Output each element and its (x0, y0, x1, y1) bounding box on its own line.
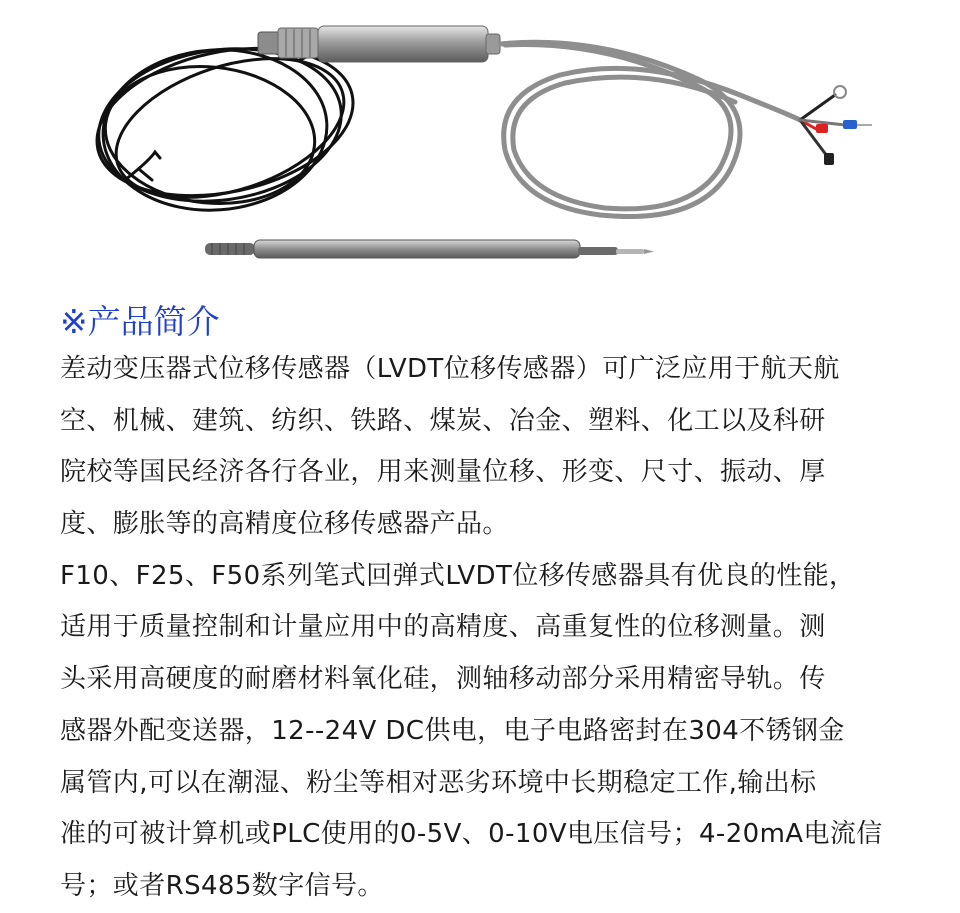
text-line: 度、膨胀等的高精度位移传感器产品。 (60, 509, 509, 540)
section-title: ※产品简介 (60, 302, 220, 341)
text-line: F10、F25、F50系列笔式回弹式LVDT位移传感器具有优良的性能， (60, 560, 856, 591)
intro-paragraph-1 (60, 344, 920, 551)
text-line: 号；或者RS485数字信号。 (60, 870, 384, 901)
text-line: 准的可被计算机或PLC使用的0-5V、0-10V电压信号；4-20mA电流信 (60, 819, 883, 850)
text-line: 空、机械、建筑、纺织、铁路、煤炭、冶金、塑料、化工以及科研 (60, 405, 826, 436)
text-line: 属管内,可以在潮湿、粉尘等相对恶劣环境中长期稳定工作,输出标 (60, 767, 817, 798)
text-line: 院校等国民经济各行各业，用来测量位移、形变、尺寸、振动、厚 (60, 457, 826, 488)
text-line: 头采用高硬度的耐磨材料氧化硅，测轴移动部分采用精密导轨。传 (60, 664, 826, 695)
intro-paragraph-2 (60, 551, 920, 913)
text-line: 差动变压器式位移传感器（LVDT位移传感器）可广泛应用于航天航 (60, 354, 840, 384)
product-photo (0, 0, 960, 290)
product-intro (60, 344, 920, 913)
text-line: 感器外配变送器，12--24V DC供电，电子电路密封在304不锈钢金 (60, 715, 845, 746)
text-line: 适用于质量控制和计量应用中的高精度、高重复性的位移测量。测 (60, 612, 826, 643)
